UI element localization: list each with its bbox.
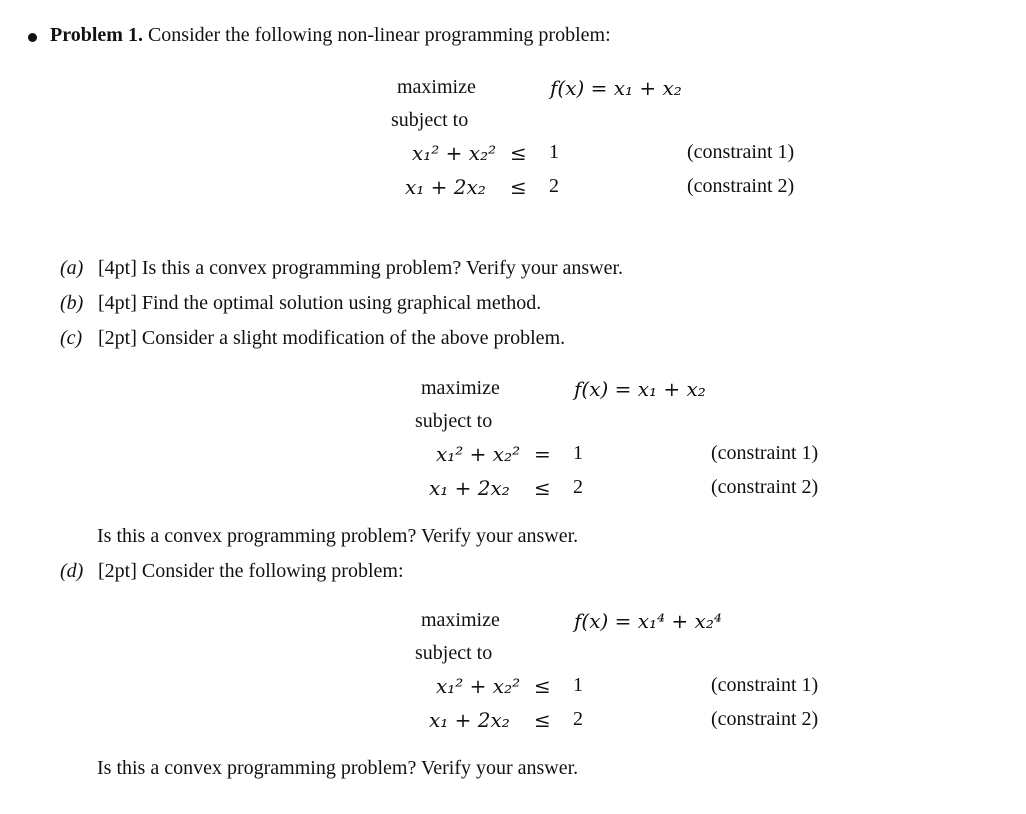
p3-c2-op: ≤ bbox=[534, 708, 551, 732]
p1-c1-op: ≤ bbox=[510, 141, 527, 165]
part-c-label: (c) bbox=[60, 327, 83, 349]
p3-maximize-label: maximize bbox=[421, 609, 500, 631]
p1-subject-to-label: subject to bbox=[391, 109, 469, 131]
problem-heading bbox=[50, 24, 611, 47]
p1-c2-tag: (constraint 2) bbox=[687, 175, 795, 197]
p2-c2-tag: (constraint 2) bbox=[711, 476, 819, 498]
p3-c1-rhs: 1 bbox=[573, 674, 583, 696]
part-c-question: Is this a convex programming problem? Verify your answer. bbox=[97, 525, 579, 547]
p2-c2-op: ≤ bbox=[534, 476, 551, 500]
p2-subject-to-label: subject to bbox=[415, 410, 493, 432]
p2-c2-rhs: 2 bbox=[573, 476, 583, 498]
problem-title: Problem 1. bbox=[50, 24, 143, 46]
part-c-text: [2pt] Consider a slight modification of the above problem. bbox=[98, 327, 566, 349]
p2-maximize-label: maximize bbox=[421, 377, 500, 399]
p3-c2-rhs: 2 bbox=[573, 708, 583, 730]
problem-intro: Consider the following non-linear programming problem: bbox=[147, 24, 611, 46]
p1-c2-lhs: x₁ + 2x₂ bbox=[405, 175, 486, 199]
p1-c2-rhs: 2 bbox=[549, 175, 559, 197]
p1-c1-tag: (constraint 1) bbox=[687, 141, 795, 163]
p2-c1-op: = bbox=[534, 442, 551, 466]
p3-c2-tag: (constraint 2) bbox=[711, 708, 819, 730]
p3-c1-tag: (constraint 1) bbox=[711, 674, 819, 696]
p2-objective: f(x) = x₁ + x₂ bbox=[574, 377, 706, 401]
part-b-label: (b) bbox=[60, 292, 84, 314]
bullet-icon bbox=[28, 33, 37, 42]
p1-c1-lhs: x₁² + x₂² bbox=[412, 141, 497, 165]
p2-c2-lhs: x₁ + 2x₂ bbox=[429, 476, 510, 500]
p3-c1-op: ≤ bbox=[534, 674, 551, 698]
p1-c1-rhs: 1 bbox=[549, 141, 559, 163]
p1-c2-op: ≤ bbox=[510, 175, 527, 199]
p2-c1-tag: (constraint 1) bbox=[711, 442, 819, 464]
p3-objective: f(x) = x₁⁴ + x₂⁴ bbox=[574, 609, 722, 633]
part-b-text: [4pt] Find the optimal solution using graphical method. bbox=[98, 292, 542, 314]
p1-maximize-label: maximize bbox=[397, 76, 476, 98]
p1-objective: f(x) = x₁ + x₂ bbox=[550, 76, 682, 100]
p3-c2-lhs: x₁ + 2x₂ bbox=[429, 708, 510, 732]
p2-c1-lhs: x₁² + x₂² bbox=[436, 442, 521, 466]
p2-c1-rhs: 1 bbox=[573, 442, 583, 464]
part-d-label: (d) bbox=[60, 560, 84, 582]
part-a-text: [4pt] Is this a convex programming problem? Verify your answer. bbox=[98, 257, 624, 279]
part-d-text: [2pt] Consider the following problem: bbox=[98, 560, 404, 582]
p3-subject-to-label: subject to bbox=[415, 642, 493, 664]
part-d-question: Is this a convex programming problem? Verify your answer. bbox=[97, 757, 579, 779]
p3-c1-lhs: x₁² + x₂² bbox=[436, 674, 521, 698]
part-a-label: (a) bbox=[60, 257, 84, 279]
